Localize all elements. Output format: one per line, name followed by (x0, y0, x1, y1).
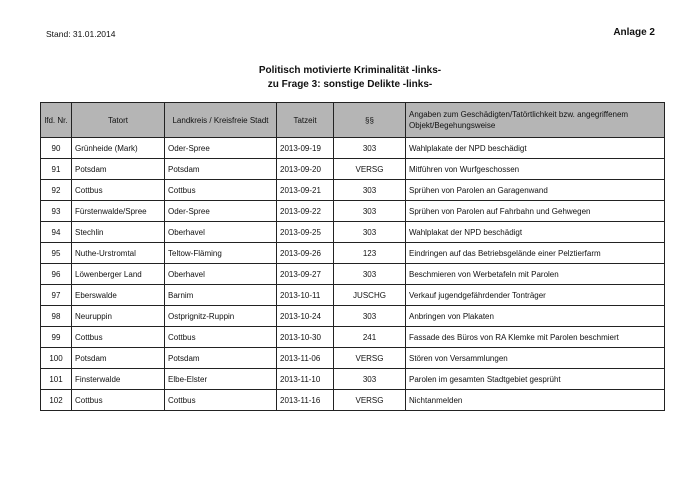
table-row (41, 369, 665, 390)
table-row (41, 243, 665, 264)
cell-paragraph: 303 (334, 222, 406, 243)
table-row (41, 264, 665, 285)
cell-details: Eindringen auf das Betriebsgelände einer Pelztierfarm (406, 243, 665, 264)
table-row (41, 390, 665, 411)
cell-tatort: Cottbus (72, 390, 165, 411)
cell-landkreis: Oder-Spree (165, 138, 277, 159)
table-row (41, 327, 665, 348)
cell-landkreis: Cottbus (165, 390, 277, 411)
cell-details: Beschmieren von Werbetafeln mit Parolen (406, 264, 665, 285)
cell-paragraph: 303 (334, 306, 406, 327)
column-header-landkreis: Landkreis / Kreisfreie Stadt (165, 103, 277, 138)
cell-tatzeit: 2013-09-19 (277, 138, 334, 159)
cell-paragraph: JUSCHG (334, 285, 406, 306)
cell-paragraph: 303 (334, 201, 406, 222)
cell-details: Verkauf jugendgefährdender Tonträger (406, 285, 665, 306)
table-row (41, 285, 665, 306)
cell-number: 95 (41, 243, 72, 264)
cell-paragraph: 241 (334, 327, 406, 348)
cell-details: Sprühen von Parolen auf Fahrbahn und Gehwegen (406, 201, 665, 222)
cell-number: 97 (41, 285, 72, 306)
table-row (41, 222, 665, 243)
cell-paragraph: VERSG (334, 390, 406, 411)
cell-tatzeit: 2013-09-21 (277, 180, 334, 201)
cell-tatort: Eberswalde (72, 285, 165, 306)
cell-tatzeit: 2013-09-26 (277, 243, 334, 264)
table-row (41, 180, 665, 201)
cell-landkreis: Oder-Spree (165, 201, 277, 222)
cell-details: Sprühen von Parolen an Garagenwand (406, 180, 665, 201)
cell-tatzeit: 2013-11-06 (277, 348, 334, 369)
column-header-number: lfd. Nr. (41, 103, 72, 138)
cell-number: 92 (41, 180, 72, 201)
cell-number: 98 (41, 306, 72, 327)
cell-tatzeit: 2013-10-11 (277, 285, 334, 306)
cell-tatort: Grünheide (Mark) (72, 138, 165, 159)
cell-tatzeit: 2013-09-22 (277, 201, 334, 222)
table-row (41, 348, 665, 369)
cell-number: 91 (41, 159, 72, 180)
cell-details: Wahlplakate der NPD beschädigt (406, 138, 665, 159)
cell-tatort: Cottbus (72, 327, 165, 348)
cell-details: Parolen im gesamten Stadtgebiet gesprüht (406, 369, 665, 390)
column-header-details: Angaben zum Geschädigten/Tatörtlichkeit bzw. angegriffenem Objekt/Begehungsweise (406, 103, 665, 138)
cell-paragraph: 303 (334, 180, 406, 201)
cell-paragraph: 303 (334, 369, 406, 390)
cell-details: Mitführen von Wurfgeschossen (406, 159, 665, 180)
cell-paragraph: VERSG (334, 348, 406, 369)
column-header-tatort: Tatort (72, 103, 165, 138)
cell-tatort: Löwenberger Land (72, 264, 165, 285)
cell-landkreis: Oberhavel (165, 264, 277, 285)
cell-landkreis: Potsdam (165, 159, 277, 180)
cell-paragraph: 123 (334, 243, 406, 264)
cell-number: 100 (41, 348, 72, 369)
cell-details: Anbringen von Plakaten (406, 306, 665, 327)
cell-landkreis: Elbe-Elster (165, 369, 277, 390)
cell-number: 101 (41, 369, 72, 390)
cell-paragraph: 303 (334, 138, 406, 159)
table-row (41, 201, 665, 222)
cell-number: 99 (41, 327, 72, 348)
title-line-1: Politisch motivierte Kriminalität -links- (258, 65, 442, 76)
attachment-label: Anlage 2 (613, 27, 655, 38)
cell-landkreis: Cottbus (165, 327, 277, 348)
cell-landkreis: Barnim (165, 285, 277, 306)
cell-details: Wahlplakat der NPD beschädigt (406, 222, 665, 243)
cell-details: Fassade des Büros von RA Klemke mit Parolen beschmiert (406, 327, 665, 348)
cell-tatzeit: 2013-10-24 (277, 306, 334, 327)
offense-table (40, 102, 665, 411)
cell-tatort: Neuruppin (72, 306, 165, 327)
column-header-tatzeit: Tatzeit (277, 103, 334, 138)
cell-paragraph: 303 (334, 264, 406, 285)
cell-tatort: Cottbus (72, 180, 165, 201)
cell-tatzeit: 2013-09-27 (277, 264, 334, 285)
cell-details: Nichtanmelden (406, 390, 665, 411)
cell-tatort: Fürstenwalde/Spree (72, 201, 165, 222)
cell-landkreis: Ostprignitz-Ruppin (165, 306, 277, 327)
cell-number: 102 (41, 390, 72, 411)
cell-number: 90 (41, 138, 72, 159)
cell-landkreis: Cottbus (165, 180, 277, 201)
cell-tatzeit: 2013-11-10 (277, 369, 334, 390)
cell-tatort: Nuthe-Urstromtal (72, 243, 165, 264)
cell-number: 93 (41, 201, 72, 222)
cell-landkreis: Teltow-Fläming (165, 243, 277, 264)
cell-landkreis: Potsdam (165, 348, 277, 369)
table-row (41, 138, 665, 159)
cell-details: Stören von Versammlungen (406, 348, 665, 369)
cell-landkreis: Oberhavel (165, 222, 277, 243)
document-title (0, 64, 700, 92)
cell-paragraph: VERSG (334, 159, 406, 180)
title-line-2: zu Frage 3: sonstige Delikte -links- (267, 79, 433, 90)
cell-tatzeit: 2013-09-25 (277, 222, 334, 243)
cell-tatort: Stechlin (72, 222, 165, 243)
cell-tatzeit: 2013-11-16 (277, 390, 334, 411)
cell-tatzeit: 2013-09-20 (277, 159, 334, 180)
cell-tatzeit: 2013-10-30 (277, 327, 334, 348)
cell-tatort: Potsdam (72, 348, 165, 369)
stand-date: Stand: 31.01.2014 (46, 29, 116, 39)
cell-number: 96 (41, 264, 72, 285)
cell-tatort: Finsterwalde (72, 369, 165, 390)
column-header-paragraph: §§ (334, 103, 406, 138)
table-header-row (41, 103, 665, 138)
cell-number: 94 (41, 222, 72, 243)
cell-tatort: Potsdam (72, 159, 165, 180)
table-row (41, 159, 665, 180)
table-row (41, 306, 665, 327)
